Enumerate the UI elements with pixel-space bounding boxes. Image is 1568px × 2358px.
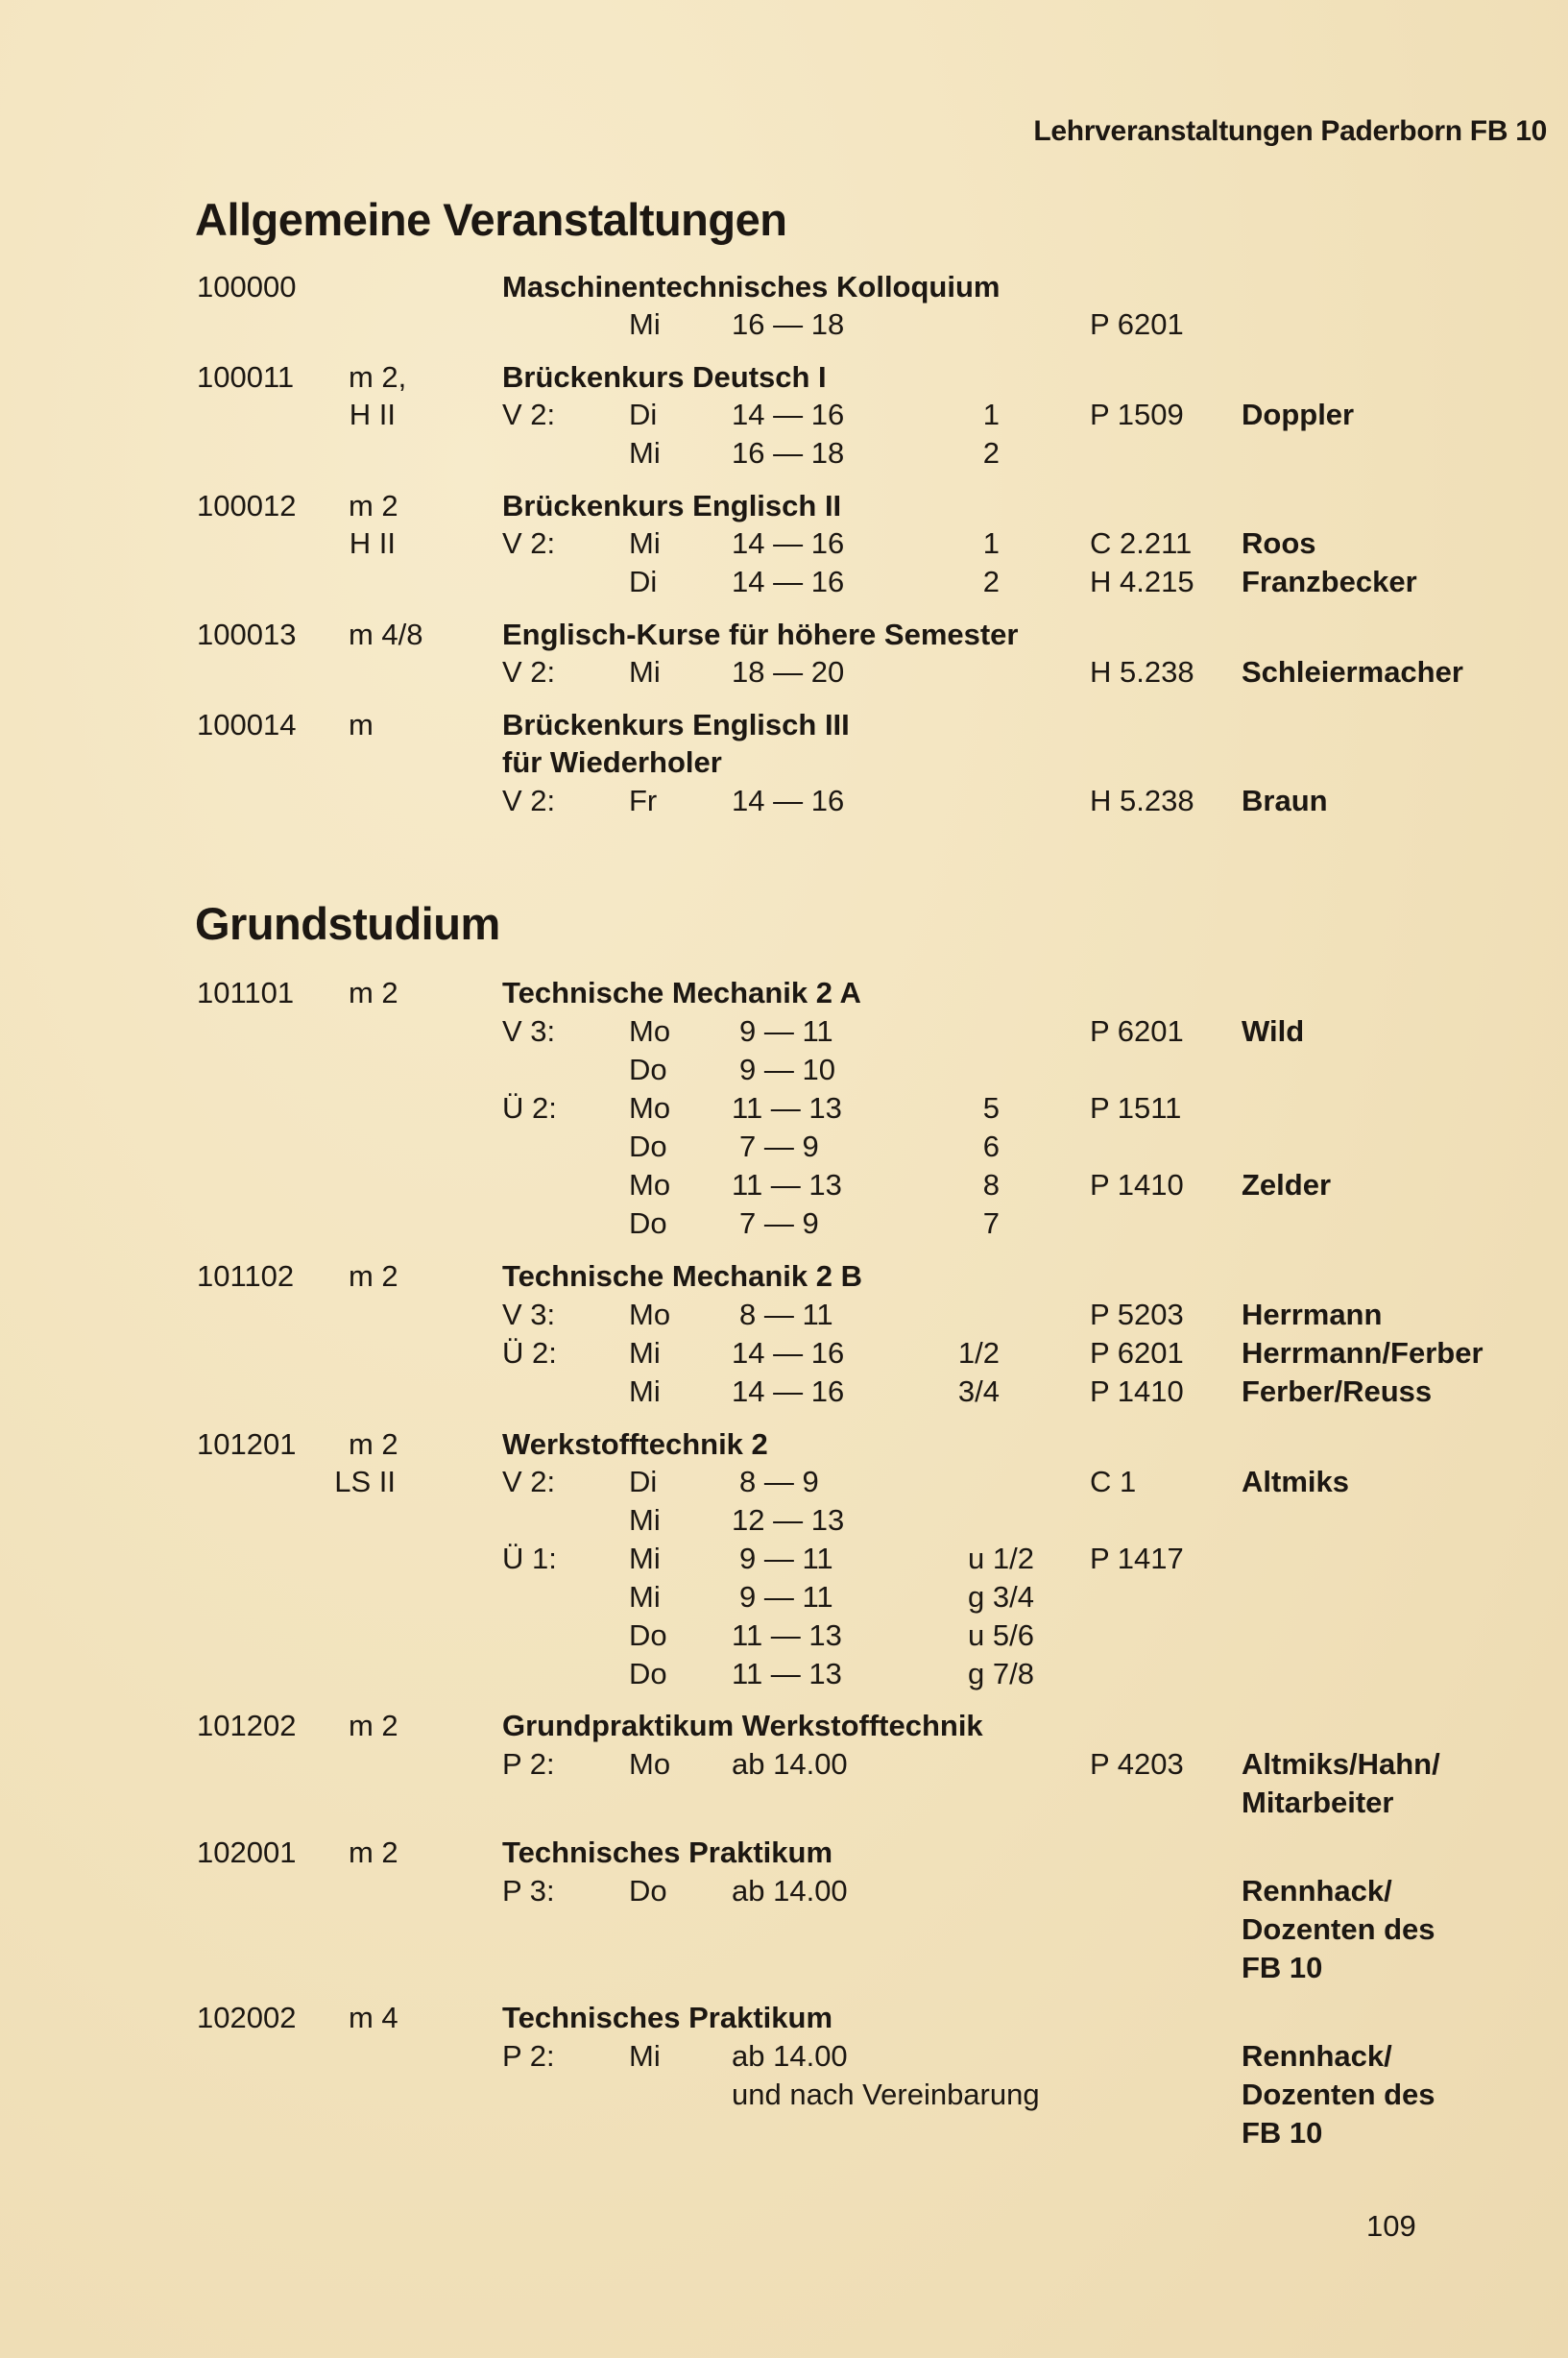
session-row — [0, 1784, 1568, 1822]
session-group: 1 — [982, 526, 1000, 560]
course-code: m 2 — [349, 1835, 398, 1869]
course-row — [0, 1425, 1568, 1464]
course-row — [0, 743, 1568, 782]
course-title: Brückenkurs Englisch II — [502, 489, 842, 523]
session-type: V 2: — [502, 784, 556, 817]
session-note: und nach Vereinbarung — [732, 2078, 1040, 2111]
session-time: 9 — 11 — [739, 1014, 833, 1048]
session-room: P 5203 — [1090, 1298, 1184, 1331]
running-header: Lehrveranstaltungen Paderborn FB 10 — [1033, 115, 1547, 147]
session-type: Ü 2: — [502, 1336, 557, 1370]
session-time: 11 — 13 — [732, 1168, 842, 1202]
course-number: 101101 — [197, 976, 295, 1009]
session-time: 14 — 16 — [732, 565, 845, 598]
section-title: Grundstudium — [195, 898, 500, 949]
session-day: Di — [629, 1465, 658, 1498]
session-day: Mo — [629, 1298, 671, 1331]
session-room: P 1410 — [1090, 1374, 1184, 1408]
session-time: 9 — 10 — [739, 1053, 835, 1086]
session-time: 7 — 9 — [739, 1206, 819, 1240]
course-number: 100011 — [197, 360, 295, 394]
course-code: H II — [349, 526, 396, 560]
session-row — [0, 1949, 1568, 1987]
session-row — [0, 1089, 1568, 1128]
session-day: Do — [629, 1206, 667, 1240]
course-number: 102002 — [197, 2001, 297, 2034]
session-day: Mi — [629, 1580, 661, 1614]
session-lecturer: Herrmann/Ferber — [1242, 1336, 1484, 1370]
session-lecturer: Roos — [1242, 526, 1316, 560]
course-title: Brückenkurs Englisch III — [502, 708, 850, 741]
session-day: Mo — [629, 1168, 671, 1202]
course-code: m 2 — [349, 1709, 398, 1742]
session-type: V 2: — [502, 398, 556, 431]
course-code: m 4/8 — [349, 618, 423, 651]
course-code: m 4 — [349, 2001, 398, 2034]
session-day: Mo — [629, 1091, 671, 1125]
course-number: 102001 — [197, 1835, 297, 1869]
session-row — [0, 1617, 1568, 1655]
course-title: Werkstofftechnik 2 — [502, 1427, 768, 1461]
session-type: V 2: — [502, 1465, 556, 1498]
session-lecturer: Dozenten des — [1242, 1912, 1435, 1946]
session-day: Di — [629, 565, 658, 598]
session-day: Mi — [629, 1503, 661, 1537]
session-group: 7 — [982, 1206, 1000, 1240]
course-row — [0, 706, 1568, 744]
session-time: 11 — 13 — [732, 1091, 842, 1125]
session-row — [0, 1166, 1568, 1204]
session-day: Do — [629, 1874, 667, 1908]
session-time: 11 — 13 — [732, 1657, 842, 1690]
session-day: Mi — [629, 307, 661, 341]
session-day: Do — [629, 1618, 667, 1652]
session-room: P 1511 — [1090, 1091, 1182, 1125]
session-row — [0, 1051, 1568, 1089]
course-row — [0, 1999, 1568, 2037]
session-type: P 2: — [502, 1747, 555, 1781]
course-row — [0, 358, 1568, 397]
session-row — [0, 1012, 1568, 1051]
session-lecturer: Dozenten des — [1242, 2078, 1435, 2111]
course-row — [0, 1257, 1568, 1296]
session-day: Mi — [629, 655, 661, 689]
session-time: 11 — 13 — [732, 1618, 842, 1652]
session-day: Do — [629, 1053, 667, 1086]
session-lecturer: Zelder — [1242, 1168, 1332, 1202]
session-row — [0, 563, 1568, 601]
section-title: Allgemeine Veranstaltungen — [195, 194, 787, 245]
session-lecturer: Franzbecker — [1242, 565, 1417, 598]
session-row — [0, 1296, 1568, 1334]
course-title: Technisches Praktikum — [502, 1835, 833, 1869]
session-group: 5 — [982, 1091, 1000, 1125]
session-time: 12 — 13 — [732, 1503, 845, 1537]
session-room: P 6201 — [1090, 307, 1184, 341]
session-row — [0, 434, 1568, 473]
session-day: Mo — [629, 1747, 671, 1781]
session-day: Fr — [629, 784, 658, 817]
session-time: 9 — 11 — [739, 1580, 833, 1614]
session-lecturer: FB 10 — [1242, 1951, 1323, 1984]
session-group: 6 — [982, 1130, 1000, 1163]
course-title: für Wiederholer — [502, 745, 722, 779]
course-title: Grundpraktikum Werkstofftechnik — [502, 1709, 983, 1742]
session-group: 1 — [982, 398, 1000, 431]
session-room: P 1509 — [1090, 398, 1184, 431]
session-day: Mi — [629, 2039, 661, 2073]
session-time: 9 — 11 — [739, 1542, 833, 1575]
course-code: m 2, — [349, 360, 407, 394]
course-title: Technische Mechanik 2 A — [502, 976, 861, 1009]
course-code: m 2 — [349, 1259, 398, 1293]
session-row — [0, 1910, 1568, 1949]
course-row — [0, 1707, 1568, 1745]
page-number: 109 — [1366, 2209, 1416, 2243]
session-row — [0, 2114, 1568, 2152]
session-group: 2 — [982, 436, 1000, 470]
session-type: V 3: — [502, 1298, 556, 1331]
session-day: Do — [629, 1657, 667, 1690]
course-number: 100013 — [197, 618, 297, 651]
session-row — [0, 1578, 1568, 1617]
session-group: u 1/2 — [968, 1542, 1034, 1575]
course-title: Technische Mechanik 2 B — [502, 1259, 862, 1293]
session-group: 3/4 — [957, 1374, 1000, 1408]
course-title: Technisches Praktikum — [502, 2001, 833, 2034]
session-group: 8 — [982, 1168, 1000, 1202]
session-type: V 2: — [502, 526, 556, 560]
session-time: 14 — 16 — [732, 1374, 845, 1408]
session-time: 14 — 16 — [732, 784, 845, 817]
session-lecturer: FB 10 — [1242, 2116, 1323, 2150]
session-row — [0, 653, 1568, 692]
session-type: Ü 2: — [502, 1091, 557, 1125]
session-lecturer: Rennhack/ — [1242, 2039, 1392, 2073]
session-row — [0, 1872, 1568, 1910]
session-lecturer: Wild — [1242, 1014, 1305, 1048]
session-row — [0, 1745, 1568, 1784]
course-code: m — [349, 708, 374, 741]
session-row — [0, 1334, 1568, 1373]
session-group: g 3/4 — [968, 1580, 1034, 1614]
session-row — [0, 1540, 1568, 1578]
course-number: 100012 — [197, 489, 297, 523]
course-number: 101201 — [197, 1427, 297, 1461]
session-room: H 5.238 — [1090, 655, 1194, 689]
session-row — [0, 2037, 1568, 2076]
session-group: g 7/8 — [968, 1657, 1034, 1690]
course-number: 100000 — [197, 270, 297, 304]
session-row — [0, 396, 1568, 434]
session-row — [0, 1128, 1568, 1166]
session-time: 8 — 9 — [739, 1465, 819, 1498]
session-group: 1/2 — [957, 1336, 1000, 1370]
session-row — [0, 524, 1568, 563]
session-room: C 1 — [1090, 1465, 1137, 1498]
course-code: H II — [349, 398, 396, 431]
session-room: P 1417 — [1090, 1542, 1184, 1575]
session-type: Ü 1: — [502, 1542, 557, 1575]
session-time: ab 14.00 — [732, 1747, 848, 1781]
course-row — [0, 1834, 1568, 1872]
session-time: 14 — 16 — [732, 526, 845, 560]
course-row — [0, 268, 1568, 306]
session-group: u 5/6 — [968, 1618, 1034, 1652]
session-room: H 4.215 — [1090, 565, 1194, 598]
session-row — [0, 1204, 1568, 1243]
session-time: 18 — 20 — [732, 655, 845, 689]
session-time: ab 14.00 — [732, 2039, 848, 2073]
course-row — [0, 974, 1568, 1012]
course-title: Maschinentechnisches Kolloquium — [502, 270, 1001, 304]
session-room: C 2.211 — [1090, 526, 1193, 560]
session-row — [0, 1463, 1568, 1501]
session-time: 14 — 16 — [732, 398, 845, 431]
session-type: P 2: — [502, 2039, 555, 2073]
session-day: Do — [629, 1130, 667, 1163]
session-lecturer: Mitarbeiter — [1242, 1786, 1394, 1819]
session-day: Mi — [629, 1336, 661, 1370]
session-lecturer: Ferber/Reuss — [1242, 1374, 1433, 1408]
session-lecturer: Rennhack/ — [1242, 1874, 1392, 1908]
session-time: 7 — 9 — [739, 1130, 819, 1163]
session-room: P 1410 — [1090, 1168, 1184, 1202]
session-lecturer: Braun — [1242, 784, 1328, 817]
session-time: 14 — 16 — [732, 1336, 845, 1370]
course-number: 101102 — [197, 1259, 295, 1293]
course-code: m 2 — [349, 489, 398, 523]
course-title: Englisch-Kurse für höhere Semester — [502, 618, 1019, 651]
session-lecturer: Schleiermacher — [1242, 655, 1463, 689]
session-row — [0, 1373, 1568, 1411]
session-lecturer: Altmiks — [1242, 1465, 1349, 1498]
session-time: 16 — 18 — [732, 307, 845, 341]
session-row — [0, 782, 1568, 820]
session-time: ab 14.00 — [732, 1874, 848, 1908]
session-lecturer: Herrmann — [1242, 1298, 1383, 1331]
session-lecturer: Altmiks/Hahn/ — [1242, 1747, 1440, 1781]
session-day: Mi — [629, 526, 661, 560]
course-number: 100014 — [197, 708, 297, 741]
session-group: 2 — [982, 565, 1000, 598]
course-code: m 2 — [349, 976, 398, 1009]
session-day: Mi — [629, 1542, 661, 1575]
session-time: 8 — 11 — [739, 1298, 833, 1331]
session-day: Mi — [629, 436, 661, 470]
course-code: m 2 — [349, 1427, 398, 1461]
course-row — [0, 616, 1568, 654]
session-day: Mo — [629, 1014, 671, 1048]
session-type: V 3: — [502, 1014, 556, 1048]
session-row — [0, 1655, 1568, 1693]
session-type: V 2: — [502, 655, 556, 689]
session-row — [0, 1501, 1568, 1540]
session-type: P 3: — [502, 1874, 555, 1908]
course-row — [0, 487, 1568, 525]
course-title: Brückenkurs Deutsch I — [502, 360, 827, 394]
session-room: P 6201 — [1090, 1014, 1184, 1048]
course-code: LS II — [334, 1465, 396, 1498]
session-time: 16 — 18 — [732, 436, 845, 470]
session-day: Di — [629, 398, 658, 431]
session-lecturer: Doppler — [1242, 398, 1355, 431]
session-row — [0, 2076, 1568, 2114]
session-room: P 6201 — [1090, 1336, 1184, 1370]
session-day: Mi — [629, 1374, 661, 1408]
session-room: P 4203 — [1090, 1747, 1184, 1781]
session-room: H 5.238 — [1090, 784, 1194, 817]
course-number: 101202 — [197, 1709, 297, 1742]
session-row — [0, 305, 1568, 344]
